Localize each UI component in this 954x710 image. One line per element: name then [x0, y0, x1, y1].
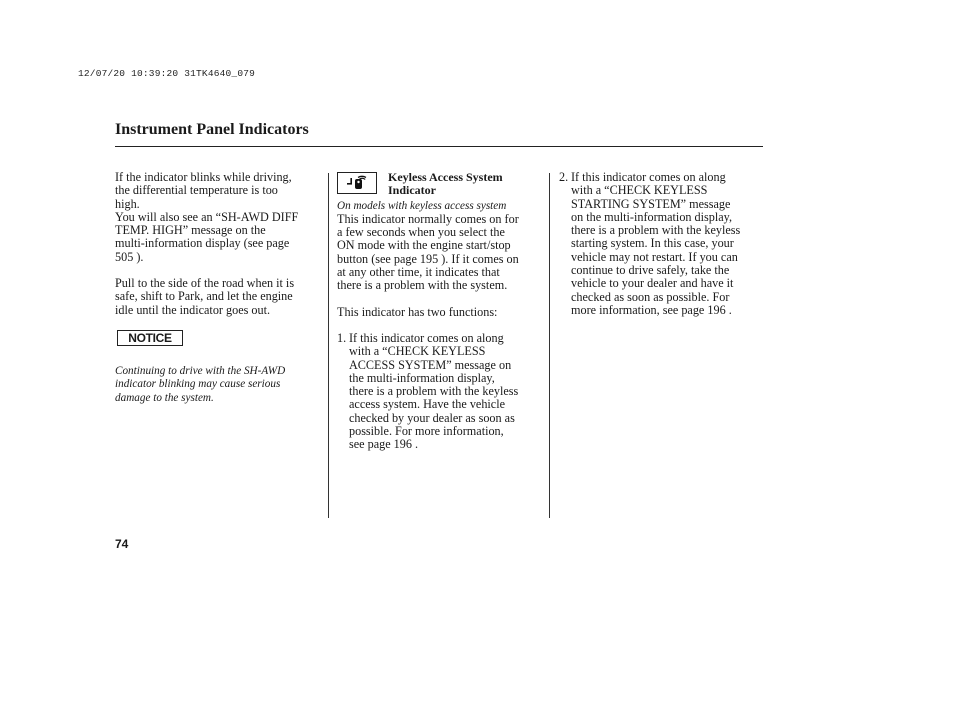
pull-over-paragraph: Pull to the side of the road when it is safe, shift to Park, and let the engine idle until the indicator goes out.	[115, 276, 295, 317]
indicator-title: Keyless Access System Indicator	[388, 170, 503, 198]
indicator-heading	[337, 171, 543, 198]
print-stamp: 12/07/20 10:39:20 31TK4640_079	[78, 68, 256, 79]
list-number: 2.	[559, 170, 569, 184]
title-rule	[115, 146, 763, 147]
indicator-description: This indicator normally comes on for a few seconds when you select the ON mode with the engine start/stop button (see page 195 ). If it comes on at any other time, it indicates that there is a problem with the system.	[337, 211, 519, 293]
column-2	[337, 171, 543, 452]
functions-intro: This indicator has two functions:	[337, 304, 498, 319]
list-text: If this indicator comes on along with a “CHECK KEYLESS ACCESS SYSTEM” message on the multi-information display, there is a problem with the keyless access system. Have the vehicle checked by your dealer as soon as possible. For more information, see page 196 .	[349, 330, 519, 452]
function-item-1	[337, 332, 543, 452]
models-note: On models with keyless access system	[337, 199, 507, 212]
function-item-2	[559, 171, 765, 317]
notice-label: NOTICE	[117, 330, 183, 346]
column-3	[559, 171, 765, 317]
notice-text: Continuing to drive with the SH-AWD indicator blinking may cause serious damage to the system.	[115, 364, 286, 404]
keyless-access-system-icon	[337, 172, 377, 194]
sh-awd-blink-paragraph: If the indicator blinks while driving, the differential temperature is too high.	[115, 170, 292, 211]
sh-awd-message-paragraph: You will also see an “SH-AWD DIFF TEMP. HIGH” message on the multi-information display (see page 505 ).	[115, 209, 299, 264]
column-1	[115, 171, 320, 405]
column-divider-2	[549, 173, 550, 518]
page-number: 74	[115, 537, 129, 551]
keyless-fob-icon	[345, 175, 369, 191]
list-text: If this indicator comes on along with a “CHECK KEYLESS STARTING SYSTEM” message on the multi-information display, there is a problem with the keyless starting system. In this case, your vehicle may not restart. If you can continue to drive safely, take the vehicle to your dealer and have it checked as soon as possible. For more information, see page 196 .	[571, 170, 741, 317]
page-title: Instrument Panel Indicators	[115, 121, 309, 138]
list-number: 1.	[337, 330, 347, 345]
column-divider-1	[328, 173, 329, 518]
